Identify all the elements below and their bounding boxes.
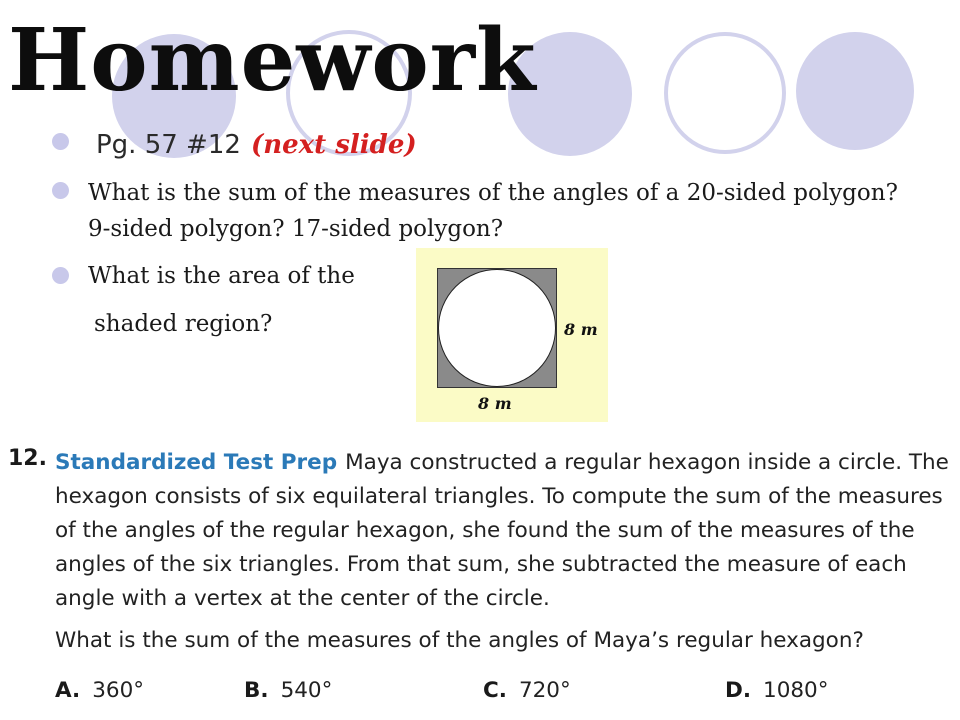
- problem-number: 12.: [8, 446, 47, 471]
- choice-b: [244, 676, 332, 706]
- side-length-label: 8 m: [564, 320, 598, 339]
- inscribed-circle: [438, 269, 556, 387]
- bullet-polygon-question: What is the sum of the measures of the angles of a 20-sided polygon? 9-sided polygon? 17-sided polygon?: [88, 180, 898, 242]
- slide-title: Homework: [8, 10, 537, 111]
- problem-text: Maya constructed a regular hexagon inside a circle. The hexagon consists of six equilateral triangles. To compute the sum of the measures of the angles of the regular hexagon, she found the sum of the measures of the angles of the six triangles. From that sum, she subtracted the measure of each angle with a vertex at the center of the circle.: [55, 450, 949, 611]
- page-reference-text: Pg. 57 #12: [96, 130, 241, 160]
- choice-value: 360°: [92, 678, 145, 703]
- bullet-dot: [52, 182, 69, 199]
- problem-question: What is the sum of the measures of the angles of Maya’s regular hexagon?: [55, 628, 864, 653]
- choice-letter: C.: [483, 678, 507, 703]
- decor-ring-2: [664, 32, 786, 154]
- square-shape: [437, 268, 557, 388]
- problem-heading: Standardized Test Prep: [55, 450, 338, 475]
- bullet-area-question-continued: shaded region?: [94, 311, 273, 337]
- choice-letter: B.: [244, 678, 269, 703]
- choice-letter: A.: [55, 678, 81, 703]
- choice-c: [483, 676, 571, 706]
- next-slide-note: (next slide): [250, 130, 417, 160]
- bullet-dot: [52, 267, 69, 284]
- decor-circle-3: [796, 32, 914, 150]
- bullet-dot: [52, 133, 69, 150]
- choice-value: 720°: [518, 678, 571, 703]
- shaded-region-figure: [416, 248, 608, 422]
- choice-a: [55, 676, 144, 706]
- bottom-length-label: 8 m: [478, 394, 512, 413]
- choice-value: 1080°: [763, 678, 829, 703]
- choice-value: 540°: [280, 678, 333, 703]
- choice-letter: D.: [725, 678, 752, 703]
- bullet-page-reference: [96, 126, 417, 164]
- problem-body: [55, 446, 950, 616]
- answer-choices: [55, 676, 950, 710]
- textbook-problem: [0, 440, 960, 720]
- choice-d: [725, 676, 828, 706]
- bullet-area-question: What is the area of the: [88, 263, 355, 289]
